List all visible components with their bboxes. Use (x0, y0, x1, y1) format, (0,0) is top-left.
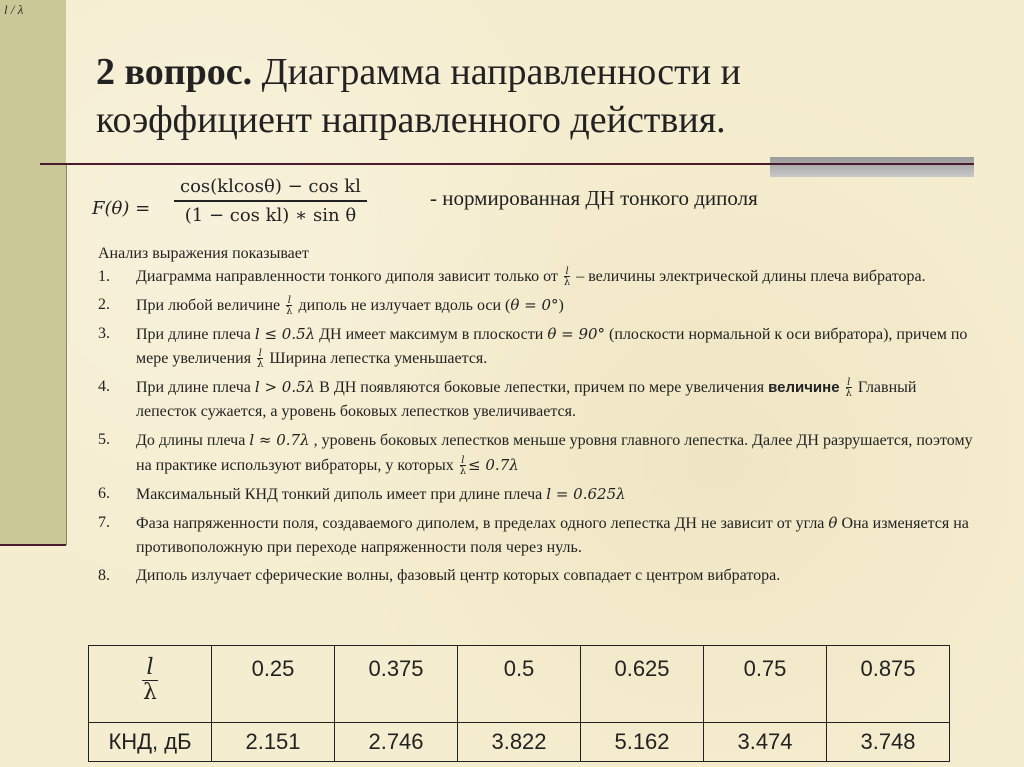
table-cell: 3.748 (827, 723, 950, 762)
table-cell: 3.474 (704, 723, 827, 762)
item-math: l ≤ 0.5λ (254, 325, 316, 343)
item-text: Диполь излучает сферические волны, фазовый центр которых совпадает с центром вибратора. (136, 567, 781, 584)
item-text: Фаза напряженности поля, создаваемого диполем, в пределах одного лепестка ДН не зависит от угла (136, 515, 825, 532)
l-over-lambda: $\frac{l}{\lambda}$ (845, 377, 852, 400)
formula-caption: - нормированная ДН тонкого диполя (430, 186, 758, 210)
l-over-lambda: $\frac{l}{\lambda}$ (563, 266, 571, 289)
item-text: Главный лепесток сужается, а уровень боковых лепестков увеличивается. (136, 379, 917, 420)
item-text: , уровень боковых лепестков меньше уровня главного лепестка. Далее ДН разрушается, поэтому на практике используют вибраторы, у которых (136, 432, 973, 474)
item-text: При любой величине (136, 297, 281, 314)
table-row (89, 723, 950, 762)
table-header-cell (89, 646, 212, 723)
list-item (98, 265, 978, 289)
item-text: В ДН появляются боковые лепестки, причем по мере увеличения (319, 379, 765, 396)
list-item (98, 428, 978, 478)
table-row-label: КНД, дБ (89, 723, 212, 762)
analysis-list (98, 265, 978, 592)
item-number: 6. (98, 485, 110, 502)
formula-numerator: cos(klcosθ) − cos kl (180, 176, 361, 197)
item-number: 7. (98, 514, 110, 531)
l-over-lambda: $\frac{l}{\lambda}$ (257, 348, 264, 371)
item-number: 2. (98, 296, 110, 313)
list-item (98, 375, 978, 424)
item-text-bold: величине (768, 379, 840, 396)
table-cell: 3.822 (458, 723, 581, 762)
l-over-lambda: $\frac{l}{\lambda}$ (459, 455, 467, 478)
item-text: При длине плеча (136, 326, 251, 343)
title-rest: Диаграмма направленности и коэффициент направленного действия. (96, 51, 741, 141)
item-text: Она изменяется на противоположную при переходе напряженности поля через нуль. (136, 515, 969, 556)
table-cell: 0.5 (458, 646, 581, 723)
table-cell: 2.151 (212, 723, 335, 762)
item-math: θ (828, 514, 838, 532)
analysis-intro: Анализ выражения показывает (98, 245, 309, 262)
table-cell: 0.375 (335, 646, 458, 723)
item-math: l > 0.5λ (254, 378, 316, 396)
l-over-lambda-header: $\frac{l}{\lambda}$ (143, 655, 157, 705)
table-row (89, 646, 950, 723)
item-number: 1. (98, 268, 110, 285)
l-over-lambda: $\frac{l}{\lambda}$ (286, 295, 293, 318)
item-text: – величины электрической длины плеча вибратора. (576, 268, 926, 285)
slide-title (96, 48, 936, 144)
item-text: ) (558, 297, 564, 314)
item-math: θ = 90° (547, 325, 606, 343)
item-math: l = 0.625λ (546, 485, 626, 503)
table-cell: 5.162 (581, 723, 704, 762)
item-number: 4. (98, 378, 110, 395)
item-text: При длине плеча (136, 379, 251, 396)
list-item (98, 482, 978, 507)
table-cell: 0.25 (212, 646, 335, 723)
title-bold: 2 вопрос. (96, 51, 253, 93)
title-underline (40, 163, 974, 165)
item-text: Ширина лепестка уменьшается. (269, 350, 488, 367)
item-number: 5. (98, 431, 110, 448)
left-sidebar-bar (0, 0, 66, 545)
item-math: ≤ 0.7λ (468, 456, 519, 474)
item-text: диполь не излучает вдоль оси ( (298, 297, 511, 314)
vertical-divider (66, 163, 67, 545)
item-text: Максимальный КНД тонкий диполь имеет при длине плеча (136, 486, 543, 503)
table-cell: 0.625 (581, 646, 704, 723)
item-math: l ≈ 0.7λ (249, 431, 310, 449)
list-item (98, 322, 978, 371)
sidebar-bottom-rule (0, 544, 66, 546)
list-item (98, 293, 978, 318)
table-cell: 0.875 (827, 646, 950, 723)
table-cell: 0.75 (704, 646, 827, 723)
corner-label: l / λ (4, 2, 24, 17)
table-cell: 2.746 (335, 723, 458, 762)
item-text: ДН имеет максимум в плоскости (319, 326, 544, 343)
item-text: (плоскости нормальной к оси вибратора), причем по мере увеличения (136, 326, 968, 367)
list-item (98, 564, 978, 588)
knd-table (88, 645, 950, 762)
formula-fraction (174, 176, 367, 226)
item-text: Диаграмма направленности тонкого диполя зависит только от (136, 268, 558, 285)
item-text: До длины плеча (136, 432, 246, 449)
formula-denominator: (1 − cos kl) ∗ sin θ (184, 204, 357, 226)
formula-lhs: F(θ) = (92, 198, 151, 219)
item-number: 3. (98, 325, 110, 342)
item-math: θ = 0° (510, 296, 559, 314)
item-number: 8. (98, 567, 110, 584)
title-accent-bar (770, 157, 974, 177)
list-item (98, 511, 978, 560)
